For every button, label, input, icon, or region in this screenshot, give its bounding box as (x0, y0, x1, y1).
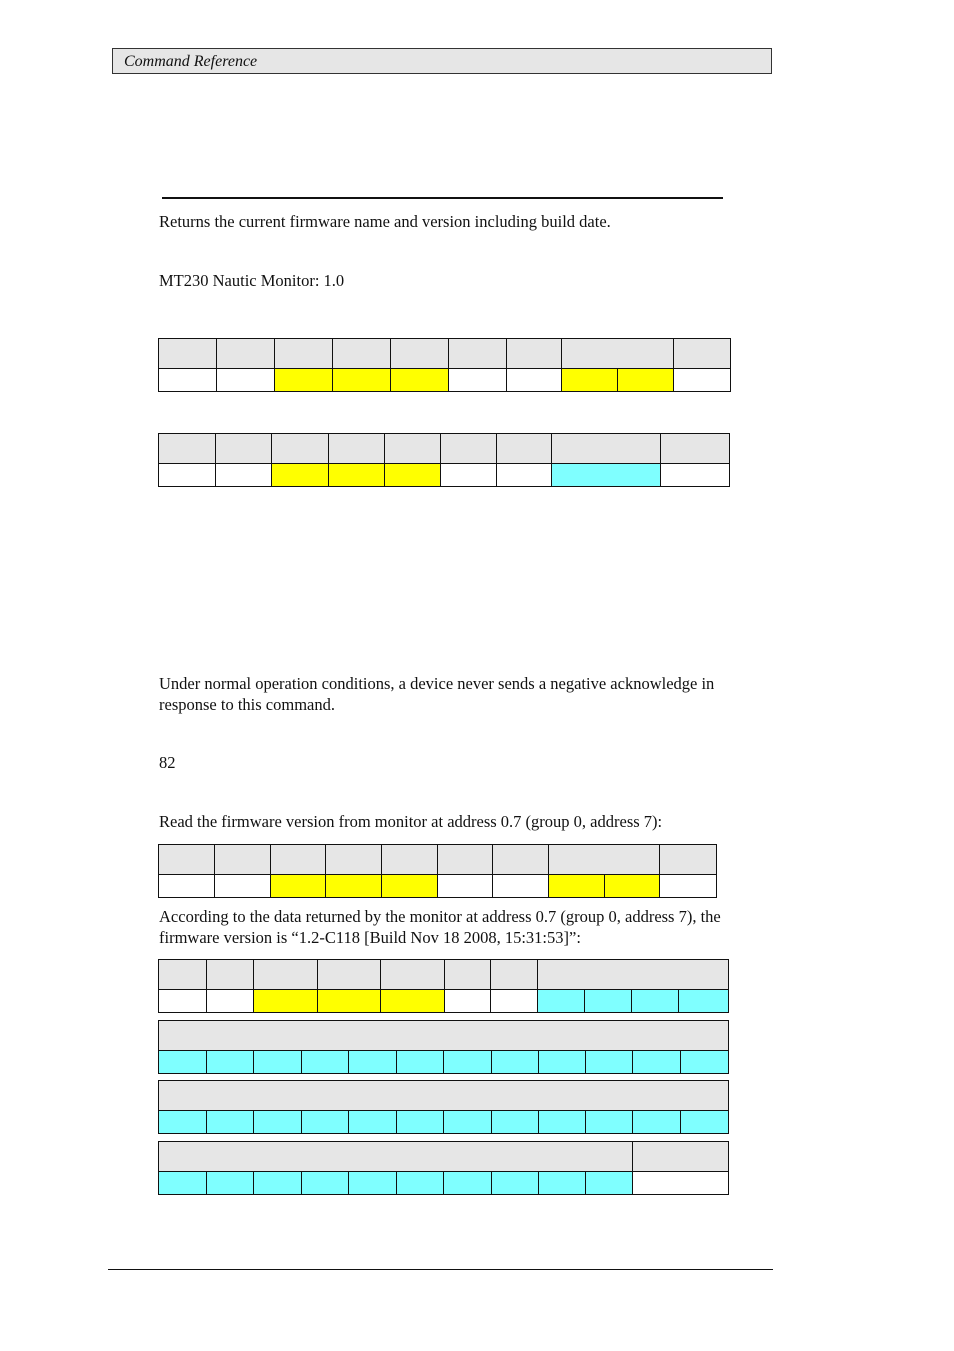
example-response-text: MT230 Nautic Monitor: 1.0 (159, 271, 345, 290)
example-request-intro: Read the firmware version from monitor at address 0.7 (group 0, address 7): (159, 812, 663, 831)
example-response-table-4 (158, 1141, 729, 1195)
table-header-row (159, 1142, 729, 1172)
response-frame-table (158, 433, 730, 487)
table-cell (538, 990, 585, 1013)
table-header-row (159, 1021, 729, 1051)
table-cell (271, 875, 326, 898)
table-cell (272, 464, 329, 487)
table-cell (618, 369, 674, 392)
table-cell (329, 434, 385, 464)
table-cell (493, 845, 549, 875)
nak-note-text: Under normal operation conditions, a device never sends a negative acknowledge in response to this command. (159, 674, 715, 714)
table-cell (449, 369, 507, 392)
table-cell (217, 339, 275, 369)
table-cell (633, 1142, 729, 1172)
table-cell (492, 1172, 539, 1195)
table-cell (491, 960, 538, 990)
table-cell (674, 339, 731, 369)
header-title: Command Reference (124, 53, 258, 70)
table-cell (586, 1172, 633, 1195)
table-cell (492, 1051, 539, 1074)
table-cell (159, 339, 217, 369)
table-cell (216, 464, 272, 487)
table-cell (661, 434, 730, 464)
table-cell (381, 990, 445, 1013)
table-cell (159, 875, 215, 898)
table-cell (538, 960, 729, 990)
example-response-table-2 (158, 1020, 729, 1074)
running-header (112, 48, 772, 74)
table-header-row (159, 960, 729, 990)
table-cell (539, 1111, 586, 1134)
table-header-row (159, 339, 731, 369)
table-cell (329, 464, 385, 487)
table-cell (397, 1051, 444, 1074)
table-cell (159, 1142, 633, 1172)
table-cell (302, 1111, 349, 1134)
table-cell (507, 339, 562, 369)
table-cell (349, 1172, 397, 1195)
table-cell (549, 875, 605, 898)
table-cell (382, 875, 438, 898)
table-cell (539, 1051, 586, 1074)
table-cell (385, 434, 441, 464)
table-cell (382, 845, 438, 875)
table-cell (445, 990, 491, 1013)
table-cell (254, 1051, 302, 1074)
table-cell (207, 960, 254, 990)
example-response-intro: According to the data returned by the monitor at address 0.7 (group 0, address 7), the firmware version is “1.2-C118 [Build Nov 18 2008, 15:31:53]”: (159, 907, 721, 947)
table-cell (605, 875, 660, 898)
table-cell (318, 960, 381, 990)
table-cell (254, 960, 318, 990)
table-cell (492, 1111, 539, 1134)
table-cell (159, 960, 207, 990)
table-cell (159, 434, 216, 464)
table-cell (381, 960, 445, 990)
table-cell (674, 369, 731, 392)
table-cell (632, 990, 679, 1013)
table-cell (326, 845, 382, 875)
table-cell (391, 339, 449, 369)
command-code-text: 82 (159, 753, 176, 772)
table-cell (254, 990, 318, 1013)
table-cell (275, 369, 333, 392)
table-cell (254, 1111, 302, 1134)
table-cell (215, 875, 271, 898)
table-cell (207, 1111, 254, 1134)
table-cell (552, 464, 661, 487)
table-cell (326, 875, 382, 898)
table-cell (207, 1051, 254, 1074)
table-header-row (159, 1081, 729, 1111)
table-cell (562, 369, 618, 392)
table-cell (660, 845, 717, 875)
table-cell (438, 845, 493, 875)
table-row (159, 369, 731, 392)
command-frame-table (158, 338, 731, 392)
table-cell (586, 1111, 633, 1134)
table-cell (207, 990, 254, 1013)
example-response-table-1 (158, 959, 729, 1013)
table-cell (438, 875, 493, 898)
example-response-table-3 (158, 1080, 729, 1134)
table-row (159, 1111, 729, 1134)
table-cell (159, 1111, 207, 1134)
table-cell (275, 339, 333, 369)
table-cell (318, 990, 381, 1013)
table-cell (271, 845, 326, 875)
table-cell (633, 1172, 729, 1195)
table-row (159, 464, 730, 487)
table-cell (552, 434, 661, 464)
table-cell (493, 875, 549, 898)
table-cell (539, 1172, 586, 1195)
table-cell (159, 369, 217, 392)
section-rule (162, 197, 723, 199)
table-cell (681, 1111, 729, 1134)
table-cell (660, 875, 717, 898)
table-cell (216, 434, 272, 464)
table-cell (445, 960, 491, 990)
example-request-table (158, 844, 717, 898)
table-cell (441, 464, 497, 487)
table-cell (159, 1021, 729, 1051)
table-cell (397, 1172, 444, 1195)
table-cell (302, 1051, 349, 1074)
table-cell (385, 464, 441, 487)
table-cell (333, 369, 391, 392)
table-cell (333, 339, 391, 369)
table-cell (159, 1172, 207, 1195)
table-cell (585, 990, 632, 1013)
table-cell (159, 464, 216, 487)
table-row (159, 1172, 729, 1195)
table-cell (349, 1051, 397, 1074)
table-cell (497, 464, 552, 487)
table-cell (349, 1111, 397, 1134)
table-row (159, 990, 729, 1013)
table-cell (217, 369, 275, 392)
table-cell (441, 434, 497, 464)
table-cell (159, 845, 215, 875)
table-cell (159, 990, 207, 1013)
table-cell (444, 1111, 492, 1134)
footer-rule (108, 1269, 773, 1270)
table-cell (681, 1051, 729, 1074)
table-cell (679, 990, 729, 1013)
table-cell (302, 1172, 349, 1195)
table-cell (491, 990, 538, 1013)
description-text: Returns the current firmware name and version including build date. (159, 212, 611, 231)
table-cell (661, 464, 730, 487)
table-cell (562, 339, 674, 369)
table-cell (254, 1172, 302, 1195)
table-row (159, 1051, 729, 1074)
table-cell (391, 369, 449, 392)
table-cell (444, 1172, 492, 1195)
table-cell (633, 1111, 681, 1134)
table-header-row (159, 845, 717, 875)
table-row (159, 875, 717, 898)
table-cell (159, 1081, 729, 1111)
table-cell (207, 1172, 254, 1195)
table-cell (549, 845, 660, 875)
table-cell (272, 434, 329, 464)
table-header-row (159, 434, 730, 464)
table-cell (444, 1051, 492, 1074)
table-cell (215, 845, 271, 875)
table-cell (159, 1051, 207, 1074)
table-cell (397, 1111, 444, 1134)
table-cell (507, 369, 562, 392)
table-cell (449, 339, 507, 369)
table-cell (586, 1051, 633, 1074)
table-cell (497, 434, 552, 464)
table-cell (633, 1051, 681, 1074)
